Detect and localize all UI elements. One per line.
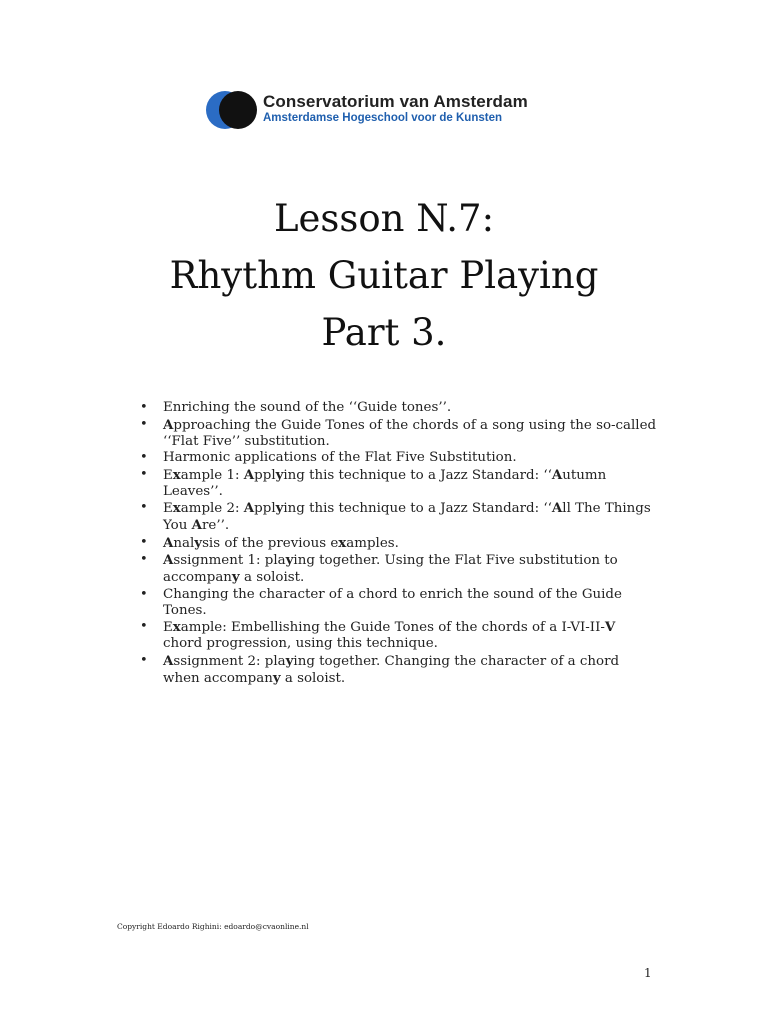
topic-text: E	[163, 467, 173, 483]
topic-text: ll The Things You	[163, 501, 651, 533]
page-number: 1	[644, 966, 652, 980]
topic-text: ample 1:	[180, 467, 244, 483]
bullet-icon: •	[140, 586, 148, 602]
topic-text: E	[163, 620, 173, 635]
topic-text: chord progression, using this technique.	[163, 636, 438, 651]
title-line-3: Part 3.	[321, 311, 447, 354]
topic-text: utumn Leaves’’.	[163, 467, 607, 499]
topic-text: A	[191, 517, 203, 533]
topic-text: E	[163, 501, 173, 516]
bullet-icon: •	[140, 416, 148, 432]
bullet-icon: •	[140, 400, 148, 415]
topic-text: A	[243, 466, 255, 483]
topic-text: sis of the previous e	[202, 535, 339, 551]
topic-item	[138, 552, 658, 586]
topic-text: y	[275, 466, 284, 483]
topic-item	[138, 500, 658, 534]
topic-text: ppl	[254, 501, 276, 516]
topic-text: Changing the character of a chord to enrich the sound of the Guide Tones.	[163, 586, 622, 618]
topic-text: Harmonic applications of the Flat Five Substitution.	[163, 450, 517, 465]
topic-item	[138, 535, 658, 552]
topic-item	[138, 417, 658, 450]
topic-text: ssignment 1: pla	[173, 553, 286, 568]
bullet-icon: •	[140, 534, 148, 550]
conservatorium-logo	[205, 90, 575, 132]
bullet-icon: •	[140, 552, 148, 567]
title-line-1: Lesson N.7:	[273, 197, 495, 240]
topic-text: ample: Embellishing the Guide Tones of the chords of a I-VI-II-	[180, 620, 605, 635]
page-title	[0, 190, 768, 361]
bullet-icon: •	[140, 619, 148, 634]
topic-text: y	[275, 500, 284, 516]
copyright-footer: Copyright Edoardo Righini: edoardo@cvaonline.nl	[117, 922, 309, 931]
logo-name: Conservatorium van Amsterdam	[263, 92, 528, 111]
topic-text: pproaching the Guide Tones of the chords of a song using the so-called ‘‘Flat Five’’ substitution.	[163, 417, 657, 449]
topic-list	[138, 400, 658, 687]
topic-text: y	[231, 569, 240, 585]
topic-text: a soloist.	[280, 670, 346, 686]
topic-item	[138, 450, 658, 466]
logo-circles-icon	[205, 90, 261, 130]
topic-item	[138, 400, 658, 416]
topic-text: ppl	[254, 467, 276, 483]
topic-item	[138, 587, 658, 619]
bullet-icon: •	[140, 466, 148, 482]
topic-text: A	[243, 500, 255, 516]
topic-text: re’’.	[202, 518, 230, 533]
topic-text: y	[194, 534, 203, 551]
topic-text: nal	[173, 535, 195, 551]
topic-item	[138, 653, 658, 687]
topic-item	[138, 619, 658, 652]
topic-text: A	[163, 416, 174, 433]
topic-text: A	[163, 652, 174, 669]
topic-item	[138, 467, 658, 500]
logo-subtitle: Amsterdamse Hogeschool voor de Kunsten	[263, 112, 502, 124]
topic-text: ing this technique to a Jazz Standard: ‘‘	[283, 501, 552, 516]
topic-text: V	[604, 619, 616, 635]
title-line-2: Rhythm Guitar Playing	[169, 254, 599, 297]
bullet-icon: •	[140, 652, 148, 668]
logo-text	[263, 92, 528, 124]
topic-text: x	[172, 466, 181, 483]
topic-text: y	[285, 652, 294, 669]
topic-text: Enriching the sound of the ‘‘Guide tones’’.	[163, 400, 452, 415]
bullet-icon: •	[140, 500, 148, 515]
topic-text: a soloist.	[239, 570, 305, 585]
topic-text: A	[551, 466, 563, 483]
topic-text: ssignment 2: pla	[173, 653, 286, 669]
topic-text: y	[272, 669, 281, 686]
topic-text: ample 2:	[180, 501, 244, 516]
bullet-icon: •	[140, 450, 148, 465]
topic-text: x	[338, 534, 347, 551]
topic-text: A	[163, 534, 174, 551]
topic-text: amples.	[346, 535, 399, 551]
topic-text: x	[172, 619, 181, 635]
topic-text: ing together. Using the Flat Five substitution to accompan	[163, 553, 618, 585]
topic-text: ing this technique to a Jazz Standard: ‘‘	[283, 467, 552, 483]
topic-text: y	[285, 552, 294, 568]
topic-text: ing together. Changing the character of a chord when accompan	[163, 653, 620, 686]
topic-text: A	[163, 552, 174, 568]
topic-text: A	[551, 500, 563, 516]
topic-text: x	[172, 500, 181, 516]
